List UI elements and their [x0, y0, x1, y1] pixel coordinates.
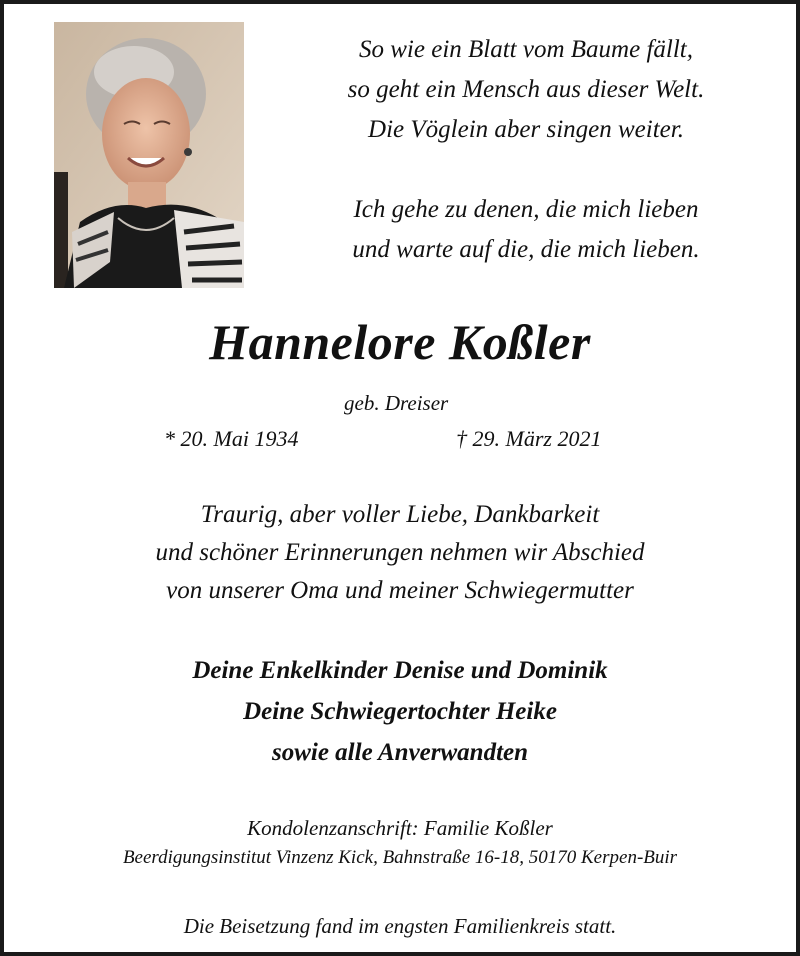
condolence-title: Kondolenzanschrift: Familie Koßler	[247, 816, 553, 840]
message-line: von unserer Oma und meiner Schwiegermutter	[166, 577, 634, 604]
deceased-name: Hannelore Koßler	[209, 314, 591, 370]
poem-line: Die Vöglein aber singen weiter.	[368, 116, 684, 143]
message-line: Traurig, aber voller Liebe, Dankbarkeit	[200, 501, 600, 528]
condolence-address: Beerdigungsinstitut Vinzenz Kick, Bahnstraße 16-18, 50170 Kerpen-Buir	[122, 847, 678, 868]
birth-date: * 20. Mai 1934	[164, 426, 299, 451]
poem-line: Ich gehe zu denen, die mich lieben	[353, 196, 699, 223]
burial-note: Die Beisetzung fand im engsten Familienkreis statt.	[183, 914, 617, 938]
mourner-line: Deine Enkelkinder Denise und Dominik	[192, 657, 608, 684]
mourners-list	[4, 650, 796, 773]
death-date: † 29. März 2021	[456, 426, 602, 451]
portrait-photo	[54, 22, 244, 288]
mourner-line: sowie alle Anverwandten	[271, 739, 529, 766]
birth-name: geb. Dreiser	[344, 391, 449, 415]
mourning-message	[4, 496, 796, 610]
mourner-line: Deine Schwiegertochter Heike	[243, 698, 557, 725]
poem-stanza-1	[272, 30, 780, 150]
poem-line: So wie ein Blatt vom Baume fällt,	[359, 36, 693, 63]
poem-line: so geht ein Mensch aus dieser Welt.	[347, 76, 705, 103]
poem-stanza-2	[272, 190, 780, 270]
poem-line: und warte auf die, die mich lieben.	[352, 236, 700, 263]
message-line: und schöner Erinnerungen nehmen wir Abschied	[155, 539, 645, 566]
